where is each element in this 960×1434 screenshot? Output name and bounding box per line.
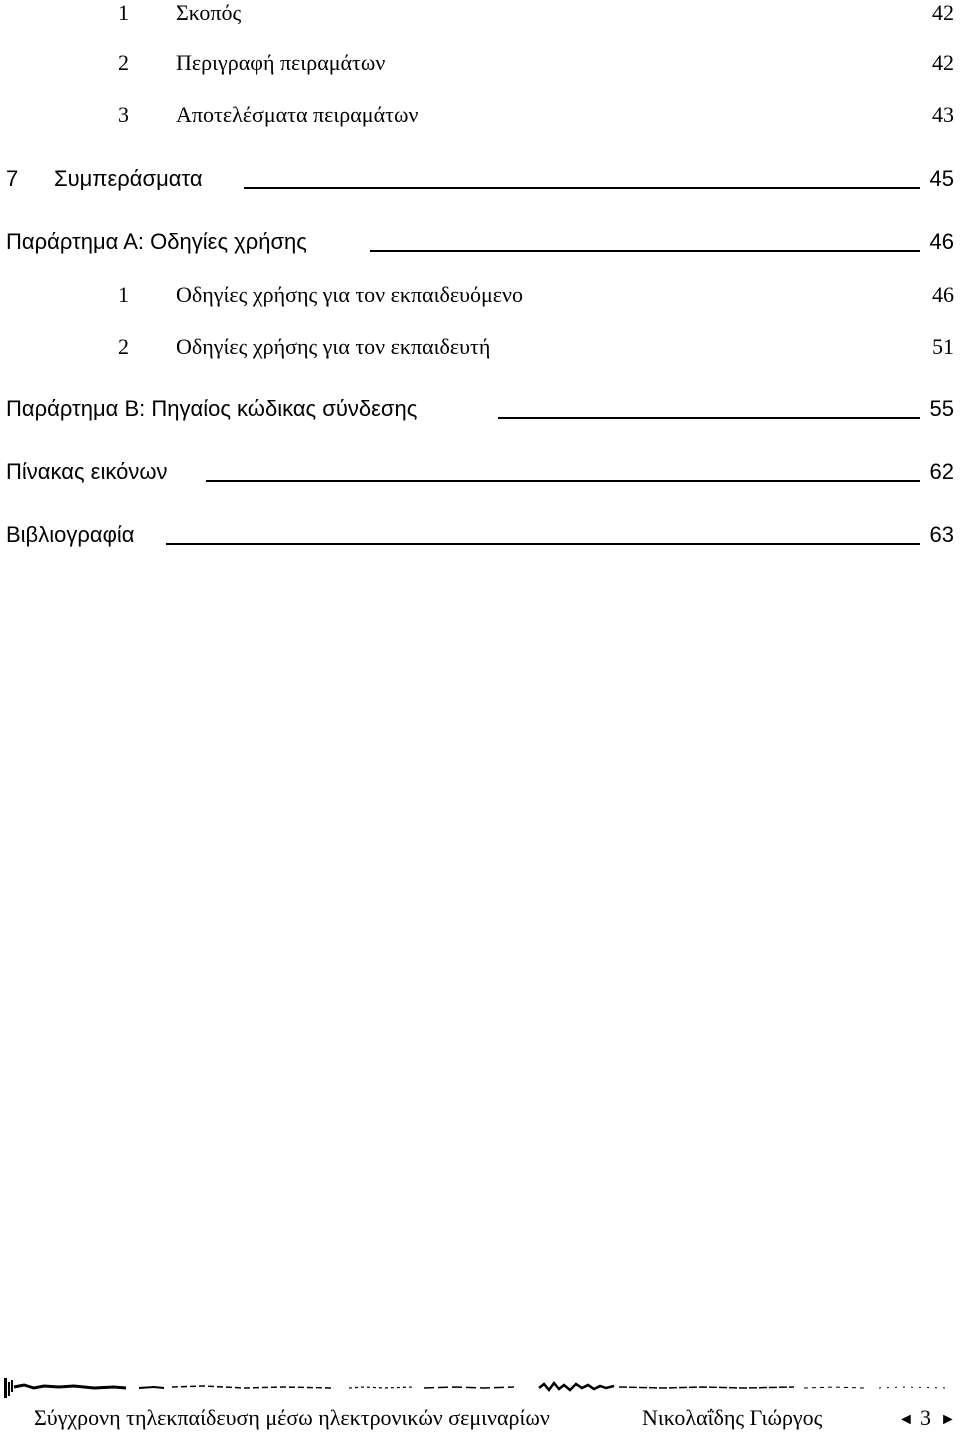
- toc-entry-title: Οδηγίες χρήσης για τον εκπαιδευόμενο: [176, 282, 523, 307]
- toc-entry-page: 45: [929, 166, 954, 191]
- toc-entry[interactable]: [0, 457, 960, 487]
- toc-leader-line: [498, 417, 920, 419]
- toc-entry[interactable]: [0, 394, 960, 424]
- toc-entry-number: 1: [118, 282, 129, 307]
- toc-entry[interactable]: [0, 332, 960, 362]
- toc-entry-title: Οδηγίες χρήσης για τον εκπαιδευτή: [176, 334, 491, 359]
- footer-decorative-rule: [4, 1378, 954, 1400]
- footer-page-number: 3: [920, 1405, 931, 1430]
- toc-entry-number: 2: [118, 50, 129, 75]
- toc-entry-title: Πίνακας εικόνων: [6, 459, 168, 484]
- toc-entry-title: Βιβλιογραφία: [6, 522, 135, 547]
- toc-entry[interactable]: [0, 48, 960, 78]
- toc-entry-page: 46: [932, 282, 954, 307]
- footer-document-title: Σύγχρονη τηλεκπαίδευση μέσω ηλεκτρονικών σεμιναρίων: [34, 1405, 550, 1430]
- toc-entry-page: 63: [929, 522, 954, 547]
- toc-entry[interactable]: [0, 164, 960, 194]
- toc-entry-page: 42: [932, 0, 954, 25]
- toc-entry-number: 2: [118, 334, 129, 359]
- toc-leader-line: [206, 480, 920, 482]
- next-page-arrow-icon[interactable]: ►: [940, 1411, 956, 1428]
- toc-entry-title: Αποτελέσματα πειραμάτων: [176, 102, 419, 127]
- toc-entry-title: Σκοπός: [176, 0, 242, 25]
- toc-entry-page: 43: [932, 102, 954, 127]
- toc-entry-page: 51: [932, 334, 954, 359]
- toc-entry-page: 46: [929, 229, 954, 254]
- toc-entry[interactable]: [0, 0, 960, 28]
- toc-entry[interactable]: [0, 100, 960, 130]
- toc-entry[interactable]: [0, 227, 960, 257]
- toc-entry-page: 62: [929, 459, 954, 484]
- toc-entry[interactable]: [0, 520, 960, 550]
- toc-entry-title: Περιγραφή πειραμάτων: [176, 50, 386, 75]
- toc-entry-title: Παράρτημα Β: Πηγαίος κώδικας σύνδεσης: [6, 396, 418, 421]
- toc-leader-line: [244, 187, 920, 189]
- toc-leader-line: [166, 543, 920, 545]
- toc-entry-title: Παράρτημα Α: Οδηγίες χρήσης: [6, 229, 307, 254]
- footer-author: Νικολαΐδης Γιώργος: [642, 1405, 823, 1430]
- toc-entry-title: Συμπεράσματα: [54, 166, 203, 191]
- toc-leader-line: [370, 250, 920, 252]
- previous-page-arrow-icon[interactable]: ◄: [898, 1411, 914, 1428]
- toc-entry-page: 55: [929, 396, 954, 421]
- toc-entry-number: 7: [6, 166, 19, 191]
- toc-entry-number: 1: [118, 0, 129, 25]
- page-footer: [0, 1405, 960, 1433]
- toc-entry-page: 42: [932, 50, 954, 75]
- toc-entry[interactable]: [0, 280, 960, 310]
- toc-entry-number: 3: [118, 102, 129, 127]
